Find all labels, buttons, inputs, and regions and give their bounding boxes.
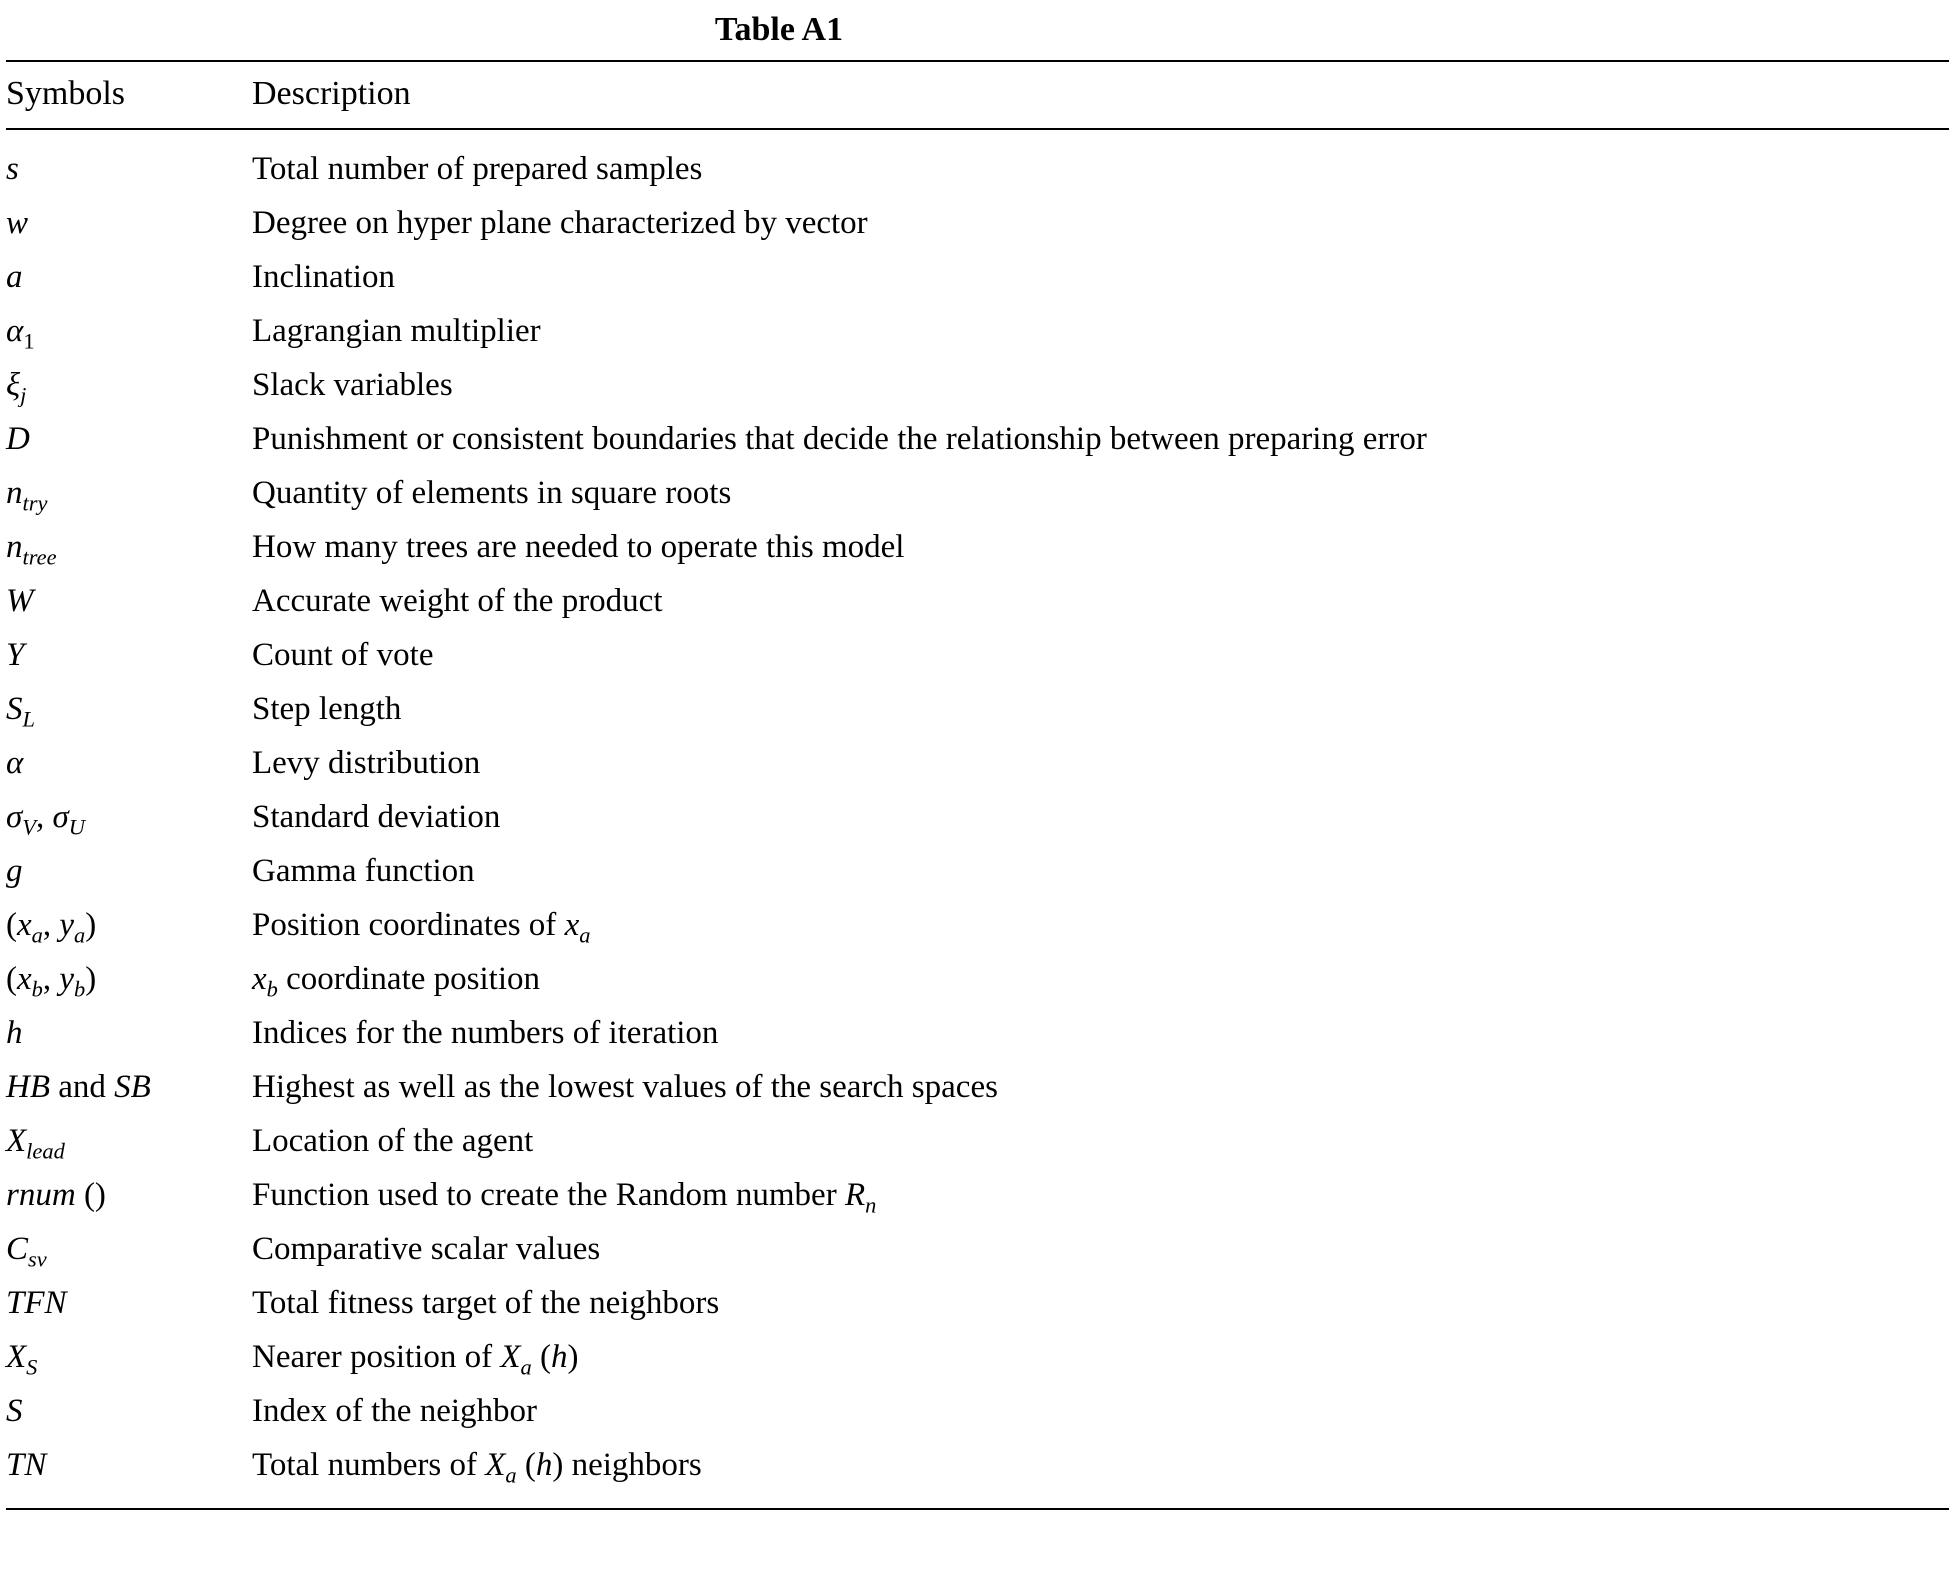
symbol-cell: $X_{lead}$ [6,1123,65,1164]
description-cell: Total fitness target of the neighbors [252,1285,720,1321]
description-cell: Slack variables [252,367,453,403]
table-row [6,682,1949,736]
description-cell: Position coordinates of $x_a$ [252,907,591,948]
description-cell: Inclination [252,259,395,295]
table-row [6,466,1949,520]
description-cell: Comparative scalar values [252,1231,601,1267]
description-cell: Function used to create the Random number $R_n$ [252,1177,877,1218]
symbol-cell: S [6,1393,23,1429]
table-row [6,1168,1949,1222]
table-row [6,196,1949,250]
symbol-cell: Y [6,637,25,673]
column-header-description: Description [252,75,411,112]
description-cell: Highest as well as the lowest values of the search spaces [252,1069,998,1105]
table-row [6,250,1949,304]
table-row [6,952,1949,1006]
table-row [6,898,1949,952]
symbol-cell: $n_{tree}$ [6,529,57,570]
description-cell: Gamma function [252,853,475,889]
description-cell: Lagrangian multiplier [252,313,541,349]
description-cell: Nearer position of $X_a$ (h) [252,1339,579,1380]
description-cell: Degree on hyper plane characterized by vector [252,205,868,241]
symbol-cell: W [6,583,34,619]
symbol-cell: $n_{try}$ [6,475,48,516]
table-row [6,1222,1949,1276]
description-cell: Step length [252,691,402,727]
table-row [6,736,1949,790]
table-row [6,574,1949,628]
description-cell: How many trees are needed to operate this model [252,529,905,565]
symbol-cell: D [6,421,30,457]
table-row [6,844,1949,898]
symbol-cell: $S_L$ [6,691,35,732]
description-cell: Total number of prepared samples [252,151,703,187]
symbol-cell: h [6,1015,23,1051]
bottom-rule [6,1508,1949,1510]
table-row [6,628,1949,682]
description-cell: Levy distribution [252,745,481,781]
symbol-cell: $\xi_j$ [6,367,27,408]
table-body [6,130,1949,1508]
table-row [6,1438,1949,1492]
table-row [6,1060,1949,1114]
table-row [6,1384,1949,1438]
table-row [6,1006,1949,1060]
table-row [6,1114,1949,1168]
description-cell: Index of the neighbor [252,1393,537,1429]
symbol-cell: g [6,853,23,889]
table-row [6,412,1949,466]
symbol-cell: rnum () [6,1177,106,1213]
table-row [6,304,1949,358]
description-cell: Count of vote [252,637,434,673]
description-cell: Punishment or consistent boundaries that decide the relationship between preparing error [252,421,1427,457]
symbol-cell: $\alpha_1$ [6,313,35,354]
table-row [6,790,1949,844]
description-cell: Quantity of elements in square roots [252,475,732,511]
symbol-cell: ($x_b$, $y_b$) [6,961,97,1002]
table-title: Table A1 [714,11,844,48]
header-row [6,62,1949,128]
symbol-cell: HB and SB [6,1069,151,1105]
symbol-cell: $\sigma_V$, $\sigma_U$ [6,799,85,840]
description-cell: $x_b$ coordinate position [252,961,540,1002]
symbol-cell: s [6,151,19,187]
table-row [6,1276,1949,1330]
symbol-cell: α [6,745,24,781]
description-cell: Indices for the numbers of iteration [252,1015,719,1051]
symbol-cell: TN [6,1447,47,1483]
table-row [6,520,1949,574]
table-row [6,1330,1949,1384]
table-row [6,142,1949,196]
symbol-cell: a [6,259,23,295]
symbol-cell: $X_S$ [6,1339,38,1380]
description-cell: Location of the agent [252,1123,534,1159]
symbol-cell: TFN [6,1285,67,1321]
description-cell: Total numbers of $X_a$ (h) neighbors [252,1447,702,1488]
description-cell: Standard deviation [252,799,501,835]
symbol-cell: w [6,205,29,241]
symbol-cell: $C_{sv}$ [6,1231,47,1272]
table-row [6,358,1949,412]
column-header-symbols: Symbols [6,75,126,112]
description-cell: Accurate weight of the product [252,583,663,619]
symbol-cell: ($x_a$, $y_a$) [6,907,97,948]
